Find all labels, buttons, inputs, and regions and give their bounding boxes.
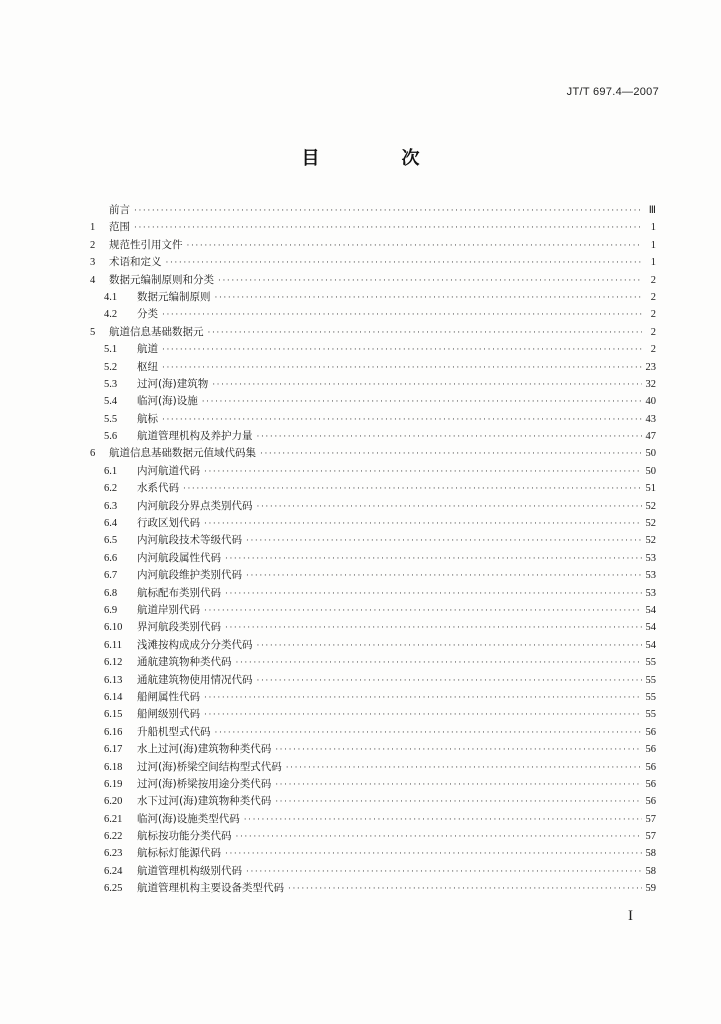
toc-entry[interactable] — [90, 811, 656, 828]
toc-leader-dots — [257, 673, 642, 690]
toc-entry[interactable] — [90, 359, 656, 376]
toc-entry[interactable] — [90, 550, 656, 567]
toc-leader-dots — [183, 481, 642, 498]
toc-entry-title: 前言 — [109, 204, 130, 216]
toc-leader-dots — [204, 690, 642, 707]
toc-entry-number: 6.23 — [104, 848, 123, 860]
toc-entry[interactable] — [90, 445, 656, 462]
toc-entry-title: 内河航段分界点类别代码 — [137, 499, 253, 512]
toc-entry-page: 50 — [645, 465, 656, 477]
toc-entry[interactable] — [90, 393, 656, 410]
toc-entry-title: 升船机型式代码 — [137, 725, 211, 738]
toc-entry-page: 58 — [645, 865, 656, 877]
toc-entry-number: 6.18 — [104, 761, 123, 773]
toc-entry-number: 6.19 — [104, 778, 123, 790]
toc-entry-page: 52 — [645, 518, 656, 530]
toc-entry-title: 航道管理机构级别代码 — [137, 864, 242, 877]
toc-entry-title: 航道管理机构主要设备类型代码 — [137, 882, 284, 895]
toc-entry-number: 6.14 — [104, 691, 123, 703]
toc-entry-number: 4.1 — [104, 291, 118, 303]
toc-entry-page: 53 — [645, 570, 656, 582]
toc-entry-number: 6.12 — [104, 657, 123, 669]
toc-entry-number: 3 — [90, 257, 96, 269]
toc-entry-page: 32 — [645, 378, 656, 390]
toc-entry[interactable] — [90, 637, 656, 654]
toc-entry-page: 52 — [645, 535, 656, 547]
toc-leader-dots — [225, 551, 642, 568]
toc-entry-page: 1 — [650, 257, 656, 269]
toc-entry[interactable] — [90, 237, 656, 254]
toc-leader-dots — [225, 846, 642, 863]
toc-entry-number: 4 — [90, 274, 96, 286]
toc-leader-dots — [246, 533, 642, 550]
toc-leader-dots — [134, 220, 642, 237]
toc-entry-page: 23 — [645, 361, 656, 373]
toc-entry-title: 行政区划代码 — [137, 517, 200, 530]
toc-entry[interactable] — [90, 341, 656, 358]
toc-entry-page: 52 — [645, 500, 656, 512]
toc-entry-page: 43 — [645, 413, 656, 425]
toc-entry-page: Ⅲ — [648, 205, 656, 216]
toc-leader-dots — [204, 464, 642, 481]
toc-entry-number: 5.3 — [104, 378, 118, 390]
toc-entry-number: 6.15 — [104, 709, 123, 721]
toc-entry-title: 通航建筑物种类代码 — [137, 656, 232, 669]
toc-entry-page: 55 — [645, 691, 656, 703]
toc-entry-number: 1 — [90, 222, 96, 234]
toc-entry-title: 内河航段维护类别代码 — [137, 569, 242, 582]
toc-entry[interactable] — [90, 532, 656, 549]
toc-entry-page: 2 — [650, 326, 656, 338]
toc-entry[interactable] — [90, 498, 656, 515]
toc-entry-title: 分类 — [137, 308, 158, 321]
toc-entry-page: 1 — [650, 239, 656, 251]
page-title: 目 次 — [301, 148, 452, 169]
toc-entry-title: 航标标灯能源代码 — [137, 847, 221, 860]
toc-leader-dots — [218, 273, 642, 290]
toc-entry-page: 50 — [645, 448, 656, 460]
page-number: I — [628, 908, 633, 924]
toc-leader-dots — [204, 516, 642, 533]
toc-entry-title: 船闸属性代码 — [137, 690, 200, 703]
toc-entry-title: 过河(海)桥梁空间结构型式代码 — [137, 760, 282, 773]
toc-entry-number: 6.8 — [104, 587, 118, 599]
toc-entry[interactable] — [90, 376, 656, 393]
toc-entry[interactable] — [90, 254, 656, 271]
toc-entry-number: 6.22 — [104, 831, 123, 843]
toc-leader-dots — [212, 377, 641, 394]
toc-entry-number: 6.5 — [104, 535, 118, 547]
toc-entry[interactable] — [90, 411, 656, 428]
toc-entry-number: 5.6 — [104, 431, 118, 443]
toc-entry-page: 56 — [645, 778, 656, 790]
toc-leader-dots — [275, 742, 641, 759]
table-of-contents — [90, 202, 656, 898]
toc-leader-dots — [275, 794, 641, 811]
toc-leader-dots — [204, 603, 642, 620]
toc-entry[interactable] — [90, 219, 656, 236]
toc-entry-title: 航道岸别代码 — [137, 603, 200, 616]
toc-entry-number: 2 — [90, 239, 96, 251]
toc-entry-title: 水下过河(海)建筑物种类代码 — [137, 795, 272, 808]
toc-entry[interactable] — [90, 828, 656, 845]
toc-entry-page: 59 — [645, 883, 656, 895]
toc-entry-number: 6.17 — [104, 744, 123, 756]
toc-leader-dots — [208, 325, 643, 342]
toc-leader-dots — [275, 777, 641, 794]
toc-entry[interactable] — [90, 793, 656, 810]
toc-entry-page: 55 — [645, 657, 656, 669]
toc-entry-title: 术语和定义 — [109, 256, 162, 269]
toc-leader-dots — [202, 394, 642, 411]
toc-entry-title: 航道信息基础数据元 — [109, 325, 204, 338]
toc-entry-number: 5.4 — [104, 396, 118, 408]
toc-entry-page: 54 — [645, 604, 656, 616]
toc-leader-dots — [166, 255, 643, 272]
toc-entry[interactable] — [90, 863, 656, 880]
toc-entry-page: 40 — [645, 396, 656, 408]
toc-entry[interactable] — [90, 776, 656, 793]
toc-entry-title: 枢纽 — [137, 360, 158, 373]
toc-entry-number: 6.7 — [104, 570, 118, 582]
toc-entry-title: 航标 — [137, 412, 158, 425]
toc-entry[interactable] — [90, 480, 656, 497]
toc-entry-title: 水上过河(海)建筑物种类代码 — [137, 743, 272, 756]
toc-entry[interactable] — [90, 272, 656, 289]
toc-entry-title: 范围 — [109, 221, 130, 234]
toc-leader-dots — [246, 568, 642, 585]
toc-entry-page: 56 — [645, 796, 656, 808]
toc-entry-title: 通航建筑物使用情况代码 — [137, 673, 253, 686]
toc-leader-dots — [225, 620, 642, 637]
toc-entry[interactable] — [90, 567, 656, 584]
toc-leader-dots — [162, 307, 642, 324]
toc-entry-page: 2 — [650, 344, 656, 356]
toc-entry[interactable] — [90, 463, 656, 480]
toc-entry[interactable] — [90, 741, 656, 758]
toc-entry-page: 56 — [645, 761, 656, 773]
toc-leader-dots — [246, 864, 642, 881]
toc-entry-page: 47 — [645, 431, 656, 443]
toc-entry-title: 界河航段类别代码 — [137, 621, 221, 634]
toc-entry[interactable] — [90, 306, 656, 323]
toc-leader-dots — [134, 203, 642, 220]
toc-leader-dots — [257, 499, 642, 516]
toc-leader-dots — [286, 760, 642, 777]
toc-entry-page: 55 — [645, 709, 656, 721]
toc-leader-dots — [236, 829, 642, 846]
toc-entry-page: 51 — [645, 483, 656, 495]
document-code: JT/T 697.4—2007 — [566, 86, 659, 98]
toc-entry-number: 6.13 — [104, 674, 123, 686]
toc-entry-number: 6.9 — [104, 604, 118, 616]
toc-entry-page: 57 — [645, 813, 656, 825]
toc-entry-title: 船闸级别代码 — [137, 708, 200, 721]
toc-leader-dots — [215, 290, 643, 307]
toc-entry[interactable] — [90, 289, 656, 306]
toc-entry-page: 56 — [645, 726, 656, 738]
toc-entry-page: 56 — [645, 744, 656, 756]
toc-entry-page: 58 — [645, 848, 656, 860]
toc-leader-dots — [187, 238, 643, 255]
toc-entry-page: 53 — [645, 552, 656, 564]
toc-entry-title: 水系代码 — [137, 482, 179, 495]
toc-leader-dots — [204, 707, 642, 724]
toc-entry[interactable] — [90, 724, 656, 741]
toc-entry-title: 规范性引用文件 — [109, 238, 183, 251]
toc-entry-page: 1 — [650, 222, 656, 234]
toc-entry[interactable] — [90, 202, 656, 219]
toc-entry[interactable] — [90, 880, 656, 897]
toc-entry-number: 4.2 — [104, 309, 118, 321]
toc-entry[interactable] — [90, 706, 656, 723]
toc-entry-number: 5.5 — [104, 413, 118, 425]
toc-entry-number: 5.2 — [104, 361, 118, 373]
toc-entry-title: 数据元编制原则 — [137, 290, 211, 303]
toc-entry[interactable] — [90, 672, 656, 689]
toc-entry-number: 6.10 — [104, 622, 123, 634]
toc-leader-dots — [215, 725, 642, 742]
toc-leader-dots — [162, 360, 642, 377]
toc-entry[interactable] — [90, 602, 656, 619]
toc-leader-dots — [260, 446, 642, 463]
toc-entry-title: 临河(海)设施 — [137, 395, 198, 408]
toc-entry-page: 2 — [650, 274, 656, 286]
toc-leader-dots — [162, 412, 642, 429]
toc-entry-number: 6.6 — [104, 552, 118, 564]
toc-entry-title: 数据元编制原则和分类 — [109, 273, 214, 286]
toc-entry[interactable] — [90, 515, 656, 532]
toc-entry-title: 内河航段技术等级代码 — [137, 534, 242, 547]
toc-entry-page: 2 — [650, 291, 656, 303]
toc-entry-page: 55 — [645, 674, 656, 686]
toc-entry-number: 5 — [90, 326, 96, 338]
toc-leader-dots — [257, 638, 642, 655]
toc-entry-number: 6.24 — [104, 865, 123, 877]
toc-entry-number: 6.20 — [104, 796, 123, 808]
toc-entry[interactable] — [90, 619, 656, 636]
toc-entry-page: 57 — [645, 831, 656, 843]
toc-entry-title: 航标按功能分类代码 — [137, 830, 232, 843]
toc-leader-dots — [236, 655, 642, 672]
toc-entry-title: 航道 — [137, 343, 158, 356]
toc-entry-title: 内河航道代码 — [137, 464, 200, 477]
toc-entry-title: 过河(海)建筑物 — [137, 377, 209, 390]
toc-entry[interactable] — [90, 585, 656, 602]
toc-entry[interactable] — [90, 759, 656, 776]
toc-entry-number: 6.16 — [104, 726, 123, 738]
toc-entry[interactable] — [90, 428, 656, 445]
toc-entry-number: 6.25 — [104, 883, 123, 895]
toc-entry-page: 53 — [645, 587, 656, 599]
toc-entry-title: 浅滩按构成成分分类代码 — [137, 638, 253, 651]
toc-entry-title: 临河(海)设施类型代码 — [137, 812, 240, 825]
toc-entry-number: 6.1 — [104, 465, 118, 477]
toc-entry-number: 6.2 — [104, 483, 118, 495]
toc-leader-dots — [244, 812, 642, 829]
toc-entry-number: 6 — [90, 448, 96, 460]
toc-leader-dots — [257, 429, 642, 446]
toc-entry-number: 6.3 — [104, 500, 118, 512]
toc-entry-title: 航标配布类别代码 — [137, 586, 221, 599]
toc-entry[interactable] — [90, 654, 656, 671]
toc-entry[interactable] — [90, 845, 656, 862]
toc-entry[interactable] — [90, 689, 656, 706]
toc-entry[interactable] — [90, 324, 656, 341]
toc-entry-title: 航道信息基础数据元值域代码集 — [109, 447, 256, 460]
toc-entry-title: 内河航段属性代码 — [137, 551, 221, 564]
toc-entry-page: 54 — [645, 622, 656, 634]
toc-entry-title: 航道管理机构及养护力量 — [137, 430, 253, 443]
toc-entry-number: 6.21 — [104, 813, 123, 825]
toc-entry-number: 6.11 — [104, 639, 122, 651]
toc-leader-dots — [288, 881, 642, 898]
toc-entry-page: 2 — [650, 309, 656, 321]
toc-leader-dots — [225, 586, 642, 603]
toc-entry-number: 5.1 — [104, 344, 118, 356]
toc-entry-title: 过河(海)桥梁按用途分类代码 — [137, 777, 272, 790]
toc-entry-number: 6.4 — [104, 518, 118, 530]
toc-entry-page: 54 — [645, 639, 656, 651]
toc-leader-dots — [162, 342, 642, 359]
